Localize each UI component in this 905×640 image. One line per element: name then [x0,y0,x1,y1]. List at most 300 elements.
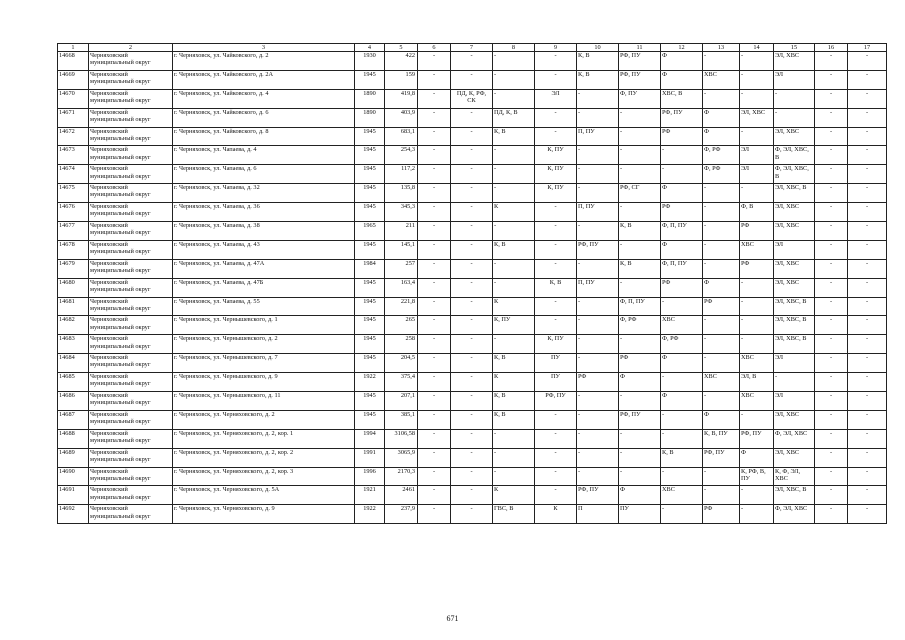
table-cell-col-12: Ф [661,354,703,373]
table-row [58,297,887,316]
table-cell-col-8: К, ПУ [493,316,535,335]
table-cell-col-8: К [493,373,535,392]
table-cell-col-13: Ф [703,108,740,127]
table-cell-col-9: К, ПУ [535,146,577,165]
table-row [58,486,887,505]
table-cell-col-10: - [577,335,619,354]
table-cell-col-3: г. Черняховск, ул. Чапаева, д. 6 [173,165,355,184]
table-cell-col-2: Черняховский муниципальный округ [89,335,173,354]
column-number-1: 1 [58,44,89,52]
table-cell-col-12: Ф, П, ПУ [661,222,703,241]
table-cell-col-4: 1994 [355,429,385,448]
table-cell-col-16: - [815,316,848,335]
table-cell-col-2: Черняховский муниципальный округ [89,222,173,241]
table-cell-col-11: - [619,108,661,127]
table-cell-col-17: - [848,448,887,467]
table-cell-col-4: 1945 [355,392,385,411]
table-cell-col-15: К, Ф, ЭЛ, ХВС [774,467,815,486]
table-cell-col-8: К, В [493,127,535,146]
table-cell-col-17: - [848,70,887,89]
table-cell-col-13: - [703,259,740,278]
column-number-10: 10 [577,44,619,52]
table-cell-col-3: г. Черняховск, ул. Чайковского, д. 4 [173,89,355,108]
table-cell-col-13: - [703,240,740,259]
table-cell-col-13: Ф, РФ [703,165,740,184]
table-cell-col-5: 207,1 [385,392,418,411]
table-cell-col-11: Ф, ПУ [619,89,661,108]
table-cell-col-16: - [815,222,848,241]
table-cell-col-9: ПУ [535,373,577,392]
table-cell-col-4: 1945 [355,184,385,203]
table-cell-col-14: - [740,278,774,297]
table-row [58,505,887,524]
table-cell-col-14: РФ, ПУ [740,429,774,448]
table-cell-col-15: Ф, ЭЛ, ХВС [774,505,815,524]
table-cell-col-11: - [619,467,661,486]
table-cell-col-5: 345,3 [385,203,418,222]
table-cell-col-17: - [848,89,887,108]
table-cell-col-7: - [451,52,493,71]
table-cell-col-10: К, В [577,70,619,89]
column-number-17: 17 [848,44,887,52]
table-cell-col-17: - [848,410,887,429]
table-cell-col-1: 14681 [58,297,89,316]
table-cell-col-15: ЭЛ [774,240,815,259]
table-cell-col-9: К, В [535,278,577,297]
table-cell-col-9: - [535,70,577,89]
table-cell-col-12: - [661,373,703,392]
table-cell-col-2: Черняховский муниципальный округ [89,259,173,278]
table-cell-col-1: 14680 [58,278,89,297]
table-cell-col-15: ЭЛ, ХВС, В [774,486,815,505]
table-cell-col-6: - [418,259,451,278]
table-cell-col-1: 14686 [58,392,89,411]
table-cell-col-6: - [418,335,451,354]
table-cell-col-17: - [848,259,887,278]
table-cell-col-6: - [418,108,451,127]
table-body [58,52,887,524]
table-row [58,278,887,297]
table-cell-col-10: - [577,467,619,486]
table-row [58,222,887,241]
table-row [58,108,887,127]
column-number-16: 16 [815,44,848,52]
table-cell-col-2: Черняховский муниципальный округ [89,410,173,429]
table-cell-col-14: - [740,505,774,524]
table-cell-col-12: РФ, ПУ [661,108,703,127]
table-cell-col-6: - [418,486,451,505]
table-cell-col-4: 1991 [355,448,385,467]
table-cell-col-7: - [451,354,493,373]
table-cell-col-15: ЭЛ, ХВС, В [774,297,815,316]
table-cell-col-8: - [493,184,535,203]
table-cell-col-9: К [535,505,577,524]
table-cell-col-12: РФ [661,127,703,146]
table-cell-col-2: Черняховский муниципальный округ [89,505,173,524]
table-cell-col-1: 14692 [58,505,89,524]
table-row [58,467,887,486]
table-cell-col-12: Ф [661,392,703,411]
table-cell-col-1: 14682 [58,316,89,335]
table-cell-col-16: - [815,184,848,203]
table-cell-col-8: К [493,203,535,222]
table-cell-col-3: г. Черняховск, ул. Чапаева, д. 36 [173,203,355,222]
table-cell-col-13: - [703,52,740,71]
table-cell-col-2: Черняховский муниципальный округ [89,240,173,259]
table-cell-col-6: - [418,373,451,392]
register-table [57,43,887,524]
table-cell-col-10: - [577,316,619,335]
table-cell-col-5: 385,1 [385,410,418,429]
table-cell-col-9: ПУ [535,354,577,373]
table-cell-col-10: П, ПУ [577,127,619,146]
table-cell-col-17: - [848,297,887,316]
table-cell-col-6: - [418,240,451,259]
column-number-6: 6 [418,44,451,52]
table-cell-col-7: - [451,316,493,335]
table-cell-col-17: - [848,127,887,146]
table-cell-col-10: П [577,505,619,524]
table-cell-col-17: - [848,108,887,127]
table-cell-col-9: ЭЛ [535,89,577,108]
table-cell-col-11: ПУ [619,505,661,524]
table-cell-col-17: - [848,52,887,71]
column-number-3: 3 [173,44,355,52]
table-cell-col-14: ЭЛ [740,165,774,184]
table-cell-col-15: ЭЛ [774,354,815,373]
table-cell-col-8: - [493,259,535,278]
table-cell-col-8: - [493,448,535,467]
table-cell-col-3: г. Черняховск, ул. Чапаева, д. 47Б [173,278,355,297]
table-row [58,410,887,429]
table-cell-col-16: - [815,203,848,222]
table-cell-col-11: - [619,278,661,297]
table-cell-col-8: К, В [493,354,535,373]
table-cell-col-1: 14685 [58,373,89,392]
table-cell-col-3: г. Черняховск, ул. Чапаева, д. 55 [173,297,355,316]
table-cell-col-7: - [451,505,493,524]
table-cell-col-14: ХВС [740,354,774,373]
table-cell-col-3: г. Черняховск, ул. Черняховского, д. 2, кор. 2 [173,448,355,467]
table-cell-col-2: Черняховский муниципальный округ [89,278,173,297]
table-cell-col-13: ХВС [703,70,740,89]
table-cell-col-1: 14684 [58,354,89,373]
table-cell-col-11: Ф, РФ [619,316,661,335]
table-cell-col-15: Ф, ЭЛ, ХВС, В [774,146,815,165]
table-row [58,335,887,354]
table-cell-col-4: 1945 [355,316,385,335]
table-cell-col-14: - [740,127,774,146]
table-cell-col-1: 14679 [58,259,89,278]
table-cell-col-3: г. Черняховск, ул. Чапаева, д. 32 [173,184,355,203]
table-cell-col-14: - [740,486,774,505]
table-cell-col-6: - [418,165,451,184]
table-cell-col-11: - [619,146,661,165]
table-cell-col-16: - [815,297,848,316]
table-cell-col-15: ЭЛ, ХВС [774,127,815,146]
table-cell-col-2: Черняховский муниципальный округ [89,89,173,108]
table-cell-col-16: - [815,448,848,467]
table-cell-col-6: - [418,89,451,108]
table-cell-col-7: - [451,467,493,486]
table-row [58,429,887,448]
table-cell-col-1: 14675 [58,184,89,203]
table-cell-col-6: - [418,467,451,486]
table-cell-col-15: ЭЛ, ХВС, В [774,316,815,335]
table-cell-col-17: - [848,335,887,354]
table-row [58,203,887,222]
table-cell-col-13: ХВС [703,373,740,392]
table-row [58,373,887,392]
table-cell-col-6: - [418,410,451,429]
table-cell-col-17: - [848,184,887,203]
table-cell-col-11: РФ, ПУ [619,52,661,71]
table-cell-col-7: - [451,429,493,448]
table-cell-col-3: г. Черняховск, ул. Чапаева, д. 38 [173,222,355,241]
table-cell-col-13: Ф [703,410,740,429]
table-cell-col-17: - [848,165,887,184]
table-cell-col-4: 1945 [355,335,385,354]
table-cell-col-9: - [535,52,577,71]
table-cell-col-12: К, В [661,448,703,467]
table-cell-col-4: 1890 [355,108,385,127]
table-cell-col-16: - [815,392,848,411]
table-cell-col-2: Черняховский муниципальный округ [89,203,173,222]
table-cell-col-5: 257 [385,259,418,278]
table-cell-col-3: г. Черняховск, ул. Чернышевского, д. 2 [173,335,355,354]
table-cell-col-11: Ф [619,373,661,392]
table-cell-col-17: - [848,467,887,486]
table-cell-col-7: - [451,278,493,297]
table-cell-col-1: 14678 [58,240,89,259]
table-cell-col-10: РФ, ПУ [577,240,619,259]
table-cell-col-17: - [848,354,887,373]
table-cell-col-10: - [577,165,619,184]
table-cell-col-11: - [619,392,661,411]
table-cell-col-15: ЭЛ, ХВС [774,52,815,71]
table-cell-col-1: 14673 [58,146,89,165]
table-cell-col-8: - [493,278,535,297]
table-cell-col-3: г. Черняховск, ул. Чайковского, д. 2 [173,52,355,71]
table-cell-col-4: 1965 [355,222,385,241]
table-cell-col-13: К, В, ПУ [703,429,740,448]
table-cell-col-16: - [815,467,848,486]
table-cell-col-7: - [451,70,493,89]
table-cell-col-5: 221,8 [385,297,418,316]
table-cell-col-6: - [418,505,451,524]
table-cell-col-5: 145,1 [385,240,418,259]
table-cell-col-5: 403,9 [385,108,418,127]
table-cell-col-12: - [661,410,703,429]
table-cell-col-10: - [577,89,619,108]
table-cell-col-6: - [418,222,451,241]
table-cell-col-10: - [577,410,619,429]
table-cell-col-9: - [535,240,577,259]
table-cell-col-2: Черняховский муниципальный округ [89,108,173,127]
table-cell-col-11: РФ, ПУ [619,410,661,429]
table-cell-col-5: 375,4 [385,373,418,392]
table-cell-col-5: 258 [385,335,418,354]
table-cell-col-17: - [848,146,887,165]
table-cell-col-4: 1945 [355,410,385,429]
table-cell-col-9: - [535,410,577,429]
table-cell-col-8: - [493,70,535,89]
table-cell-col-10: - [577,297,619,316]
table-cell-col-13: - [703,354,740,373]
table-cell-col-3: г. Черняховск, ул. Чайковского, д. 8 [173,127,355,146]
table-row [58,354,887,373]
table-cell-col-7: - [451,448,493,467]
table-cell-col-2: Черняховский муниципальный округ [89,184,173,203]
table-cell-col-8: - [493,222,535,241]
table-cell-col-12: - [661,165,703,184]
column-number-2: 2 [89,44,173,52]
table-cell-col-5: 135,8 [385,184,418,203]
table-cell-col-13: - [703,392,740,411]
table-cell-col-7: - [451,146,493,165]
table-cell-col-9: - [535,203,577,222]
table-cell-col-4: 1890 [355,89,385,108]
table-row [58,52,887,71]
table-cell-col-8: - [493,429,535,448]
table-cell-col-13: - [703,184,740,203]
table-row [58,392,887,411]
table-cell-col-16: - [815,354,848,373]
table-cell-col-6: - [418,297,451,316]
table-cell-col-14: - [740,316,774,335]
table-cell-col-8: К, В [493,240,535,259]
table-cell-col-8: К [493,486,535,505]
table-cell-col-4: 1922 [355,373,385,392]
table-cell-col-5: 159 [385,70,418,89]
table-cell-col-8: К, В [493,392,535,411]
table-cell-col-13: - [703,89,740,108]
table-cell-col-2: Черняховский муниципальный округ [89,448,173,467]
table-cell-col-5: 204,5 [385,354,418,373]
table-cell-col-4: 1945 [355,203,385,222]
table-cell-col-14: Ф [740,448,774,467]
table-cell-col-17: - [848,429,887,448]
table-cell-col-13: Ф [703,127,740,146]
table-cell-col-2: Черняховский муниципальный округ [89,127,173,146]
table-cell-col-13: - [703,335,740,354]
table-row [58,70,887,89]
table-cell-col-15: ЭЛ, ХВС [774,410,815,429]
table-cell-col-6: - [418,448,451,467]
table-cell-col-7: - [451,392,493,411]
table-cell-col-1: 14671 [58,108,89,127]
table-row [58,165,887,184]
table-row [58,259,887,278]
table-cell-col-1: 14668 [58,52,89,71]
table-cell-col-8: - [493,467,535,486]
table-cell-col-14: - [740,89,774,108]
table-cell-col-5: 2170,3 [385,467,418,486]
table-cell-col-2: Черняховский муниципальный округ [89,354,173,373]
table-cell-col-13: Ф, РФ [703,146,740,165]
table-cell-col-12: - [661,429,703,448]
table-cell-col-6: - [418,127,451,146]
table-cell-col-10: - [577,146,619,165]
table-cell-col-13: РФ [703,505,740,524]
table-cell-col-5: 237,9 [385,505,418,524]
column-number-14: 14 [740,44,774,52]
table-cell-col-3: г. Черняховск, ул. Чапаева, д. 4 [173,146,355,165]
table-cell-col-4: 1984 [355,259,385,278]
table-cell-col-9: К, ПУ [535,165,577,184]
table-cell-col-10: - [577,448,619,467]
table-cell-col-16: - [815,52,848,71]
table-cell-col-16: - [815,108,848,127]
table-cell-col-2: Черняховский муниципальный округ [89,165,173,184]
table-cell-col-16: - [815,335,848,354]
table-cell-col-13: - [703,467,740,486]
column-number-5: 5 [385,44,418,52]
table-cell-col-11: - [619,335,661,354]
table-cell-col-12: - [661,505,703,524]
table-cell-col-10: П, ПУ [577,203,619,222]
table-cell-col-16: - [815,486,848,505]
table-cell-col-12: ХВС [661,486,703,505]
table-cell-col-7: - [451,297,493,316]
table-cell-col-3: г. Черняховск, ул. Черняховского, д. 5А [173,486,355,505]
table-cell-col-15: ЭЛ, ХВС, В [774,335,815,354]
table-cell-col-15: ЭЛ, ХВС, В [774,184,815,203]
table-cell-col-11: - [619,127,661,146]
table-cell-col-4: 1945 [355,127,385,146]
table-cell-col-10: - [577,354,619,373]
header-row [58,44,887,52]
table-cell-col-2: Черняховский муниципальный округ [89,297,173,316]
table-cell-col-5: 419,8 [385,89,418,108]
table-cell-col-7: - [451,184,493,203]
table-cell-col-10: - [577,184,619,203]
table-cell-col-3: г. Черняховск, ул. Черняховского, д. 2, кор. 3 [173,467,355,486]
table-cell-col-3: г. Черняховск, ул. Чапаева, д. 47А [173,259,355,278]
table-cell-col-9: - [535,467,577,486]
table-cell-col-14: - [740,70,774,89]
table-cell-col-14: - [740,52,774,71]
table-cell-col-8: - [493,165,535,184]
table-cell-col-10: - [577,222,619,241]
table-cell-col-4: 1922 [355,505,385,524]
table-cell-col-9: - [535,127,577,146]
table-cell-col-14: ХВС [740,240,774,259]
table-cell-col-8: - [493,146,535,165]
table-cell-col-10: П, ПУ [577,278,619,297]
table-cell-col-12: Ф [661,184,703,203]
table-cell-col-11: - [619,448,661,467]
table-cell-col-15: ЭЛ, ХВС [774,448,815,467]
table-cell-col-4: 1945 [355,278,385,297]
table-cell-col-7: - [451,222,493,241]
table-cell-col-14: РФ [740,222,774,241]
table-cell-col-7: - [451,127,493,146]
table-cell-col-9: - [535,448,577,467]
table-cell-col-9: - [535,222,577,241]
table-cell-col-12: РФ [661,203,703,222]
table-cell-col-2: Черняховский муниципальный округ [89,486,173,505]
table-cell-col-8: ПД, К, В [493,108,535,127]
table-cell-col-4: 1945 [355,165,385,184]
table-cell-col-13: - [703,222,740,241]
table-cell-col-2: Черняховский муниципальный округ [89,429,173,448]
table-cell-col-10: РФ, ПУ [577,486,619,505]
table-row [58,146,887,165]
table-cell-col-7: - [451,373,493,392]
table-cell-col-16: - [815,410,848,429]
table-cell-col-12: Ф [661,70,703,89]
